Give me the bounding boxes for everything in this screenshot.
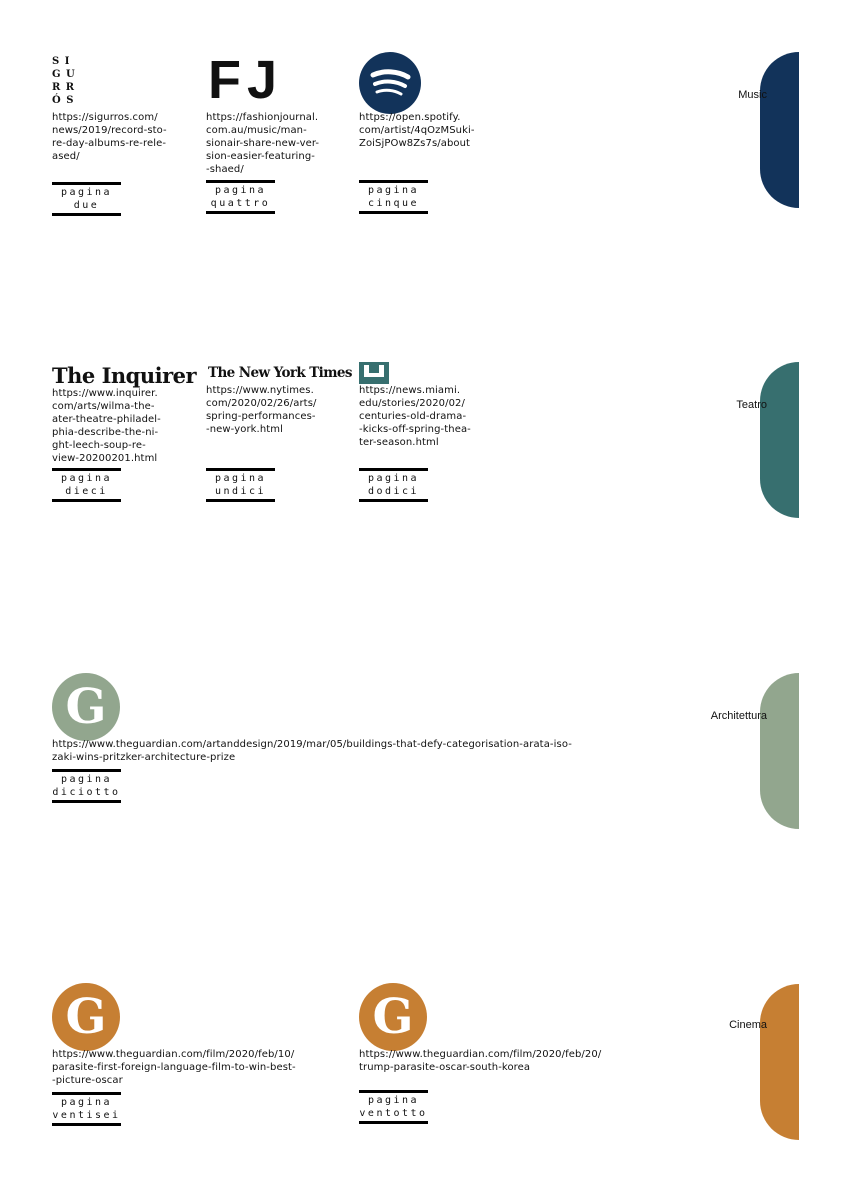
section-tab-cinema bbox=[760, 984, 799, 1140]
page-ref-undici[interactable] bbox=[206, 468, 275, 502]
section-label-cinema: Cinema bbox=[729, 1019, 767, 1031]
spotify-icon bbox=[359, 52, 421, 114]
source-url-guardian-architecture[interactable]: https://www.theguardian.com/artanddesign/2019/mar/05/buildings-that-defy-categorisation-arata-iso- zaki-wins-pritzker-architecture-prize bbox=[52, 739, 572, 763]
section-tab-architettura bbox=[760, 673, 799, 829]
sigurros-logo: S I G U R R Ó S bbox=[52, 56, 76, 106]
nytimes-logo: The New York Times bbox=[208, 365, 352, 381]
source-url-spotify[interactable]: https://open.spotify. com/artist/4qOzMSuki- ZoiSjPOw8Zs7s/about bbox=[359, 112, 475, 149]
page-number: ventotto bbox=[359, 1108, 428, 1119]
section-label-architettura: Architettura bbox=[710, 710, 767, 722]
page-number: diciotto bbox=[52, 787, 121, 798]
inquirer-logo: The Inquirer bbox=[52, 363, 197, 388]
page-ref-quattro[interactable] bbox=[206, 180, 275, 214]
source-url-inquirer[interactable]: https://www.inquirer. com/arts/wilma-the- ater-theatre-philadel- phia-describe-the-ni- ght-leech-soup-re- view-20200201.html bbox=[52, 388, 161, 464]
section-tab-music bbox=[760, 52, 799, 208]
section-tab-teatro bbox=[760, 362, 799, 518]
page-ref-cinque[interactable] bbox=[359, 180, 428, 214]
university-of-miami-icon bbox=[359, 362, 389, 384]
page-number: ventisei bbox=[52, 1110, 121, 1121]
page-number: cinque bbox=[367, 198, 420, 209]
page-ref-dodici[interactable] bbox=[359, 468, 428, 502]
source-url-guardian-film-parasite[interactable]: https://www.theguardian.com/film/2020/feb/10/ parasite-first-foreign-language-film-to-win-best- -picture-oscar bbox=[52, 1049, 296, 1086]
section-label-music: Music bbox=[738, 89, 767, 101]
guardian-logo: G bbox=[52, 673, 120, 741]
source-url-guardian-film-trump[interactable]: https://www.theguardian.com/film/2020/feb/20/ trump-parasite-oscar-south-korea bbox=[359, 1049, 602, 1073]
source-url-sigurros[interactable]: https://sigurros.com/ news/2019/record-sto- re-day-albums-re-rele- ased/ bbox=[52, 112, 167, 162]
source-url-nytimes[interactable]: https://www.nytimes. com/2020/02/26/arts/ spring-performances- -new-york.html bbox=[206, 385, 317, 435]
page-ref-ventisei[interactable] bbox=[52, 1092, 121, 1126]
page-number: due bbox=[73, 200, 100, 211]
page-number: undici bbox=[214, 486, 267, 497]
page-ref-dieci[interactable] bbox=[52, 468, 121, 502]
guardian-logo: G bbox=[359, 983, 427, 1051]
page-word: pagina bbox=[367, 1095, 420, 1106]
page-word: pagina bbox=[60, 1097, 113, 1108]
page-word: pagina bbox=[367, 473, 420, 484]
fashionjournal-logo: FJ bbox=[208, 50, 284, 110]
page-number: dodici bbox=[367, 486, 420, 497]
page-number: dieci bbox=[65, 486, 108, 497]
page-word: pagina bbox=[60, 187, 113, 198]
page-word: pagina bbox=[60, 473, 113, 484]
source-url-fashionjournal[interactable]: https://fashionjournal. com.au/music/man- sionair-share-new-ver- sion-easier-featuring- -shaed/ bbox=[206, 112, 320, 175]
section-label-teatro: Teatro bbox=[736, 399, 767, 411]
page-number: quattro bbox=[210, 198, 271, 209]
page-word: pagina bbox=[60, 774, 113, 785]
page-word: pagina bbox=[367, 185, 420, 196]
page-ref-diciotto[interactable] bbox=[52, 769, 121, 803]
guardian-logo: G bbox=[52, 983, 120, 1051]
page-ref-due[interactable] bbox=[52, 182, 121, 216]
source-url-miami[interactable]: https://news.miami. edu/stories/2020/02/ centuries-old-drama- -kicks-off-spring-thea- ter-season.html bbox=[359, 385, 471, 448]
page-ref-ventotto[interactable] bbox=[359, 1090, 428, 1124]
page-word: pagina bbox=[214, 473, 267, 484]
page-word: pagina bbox=[214, 185, 267, 196]
